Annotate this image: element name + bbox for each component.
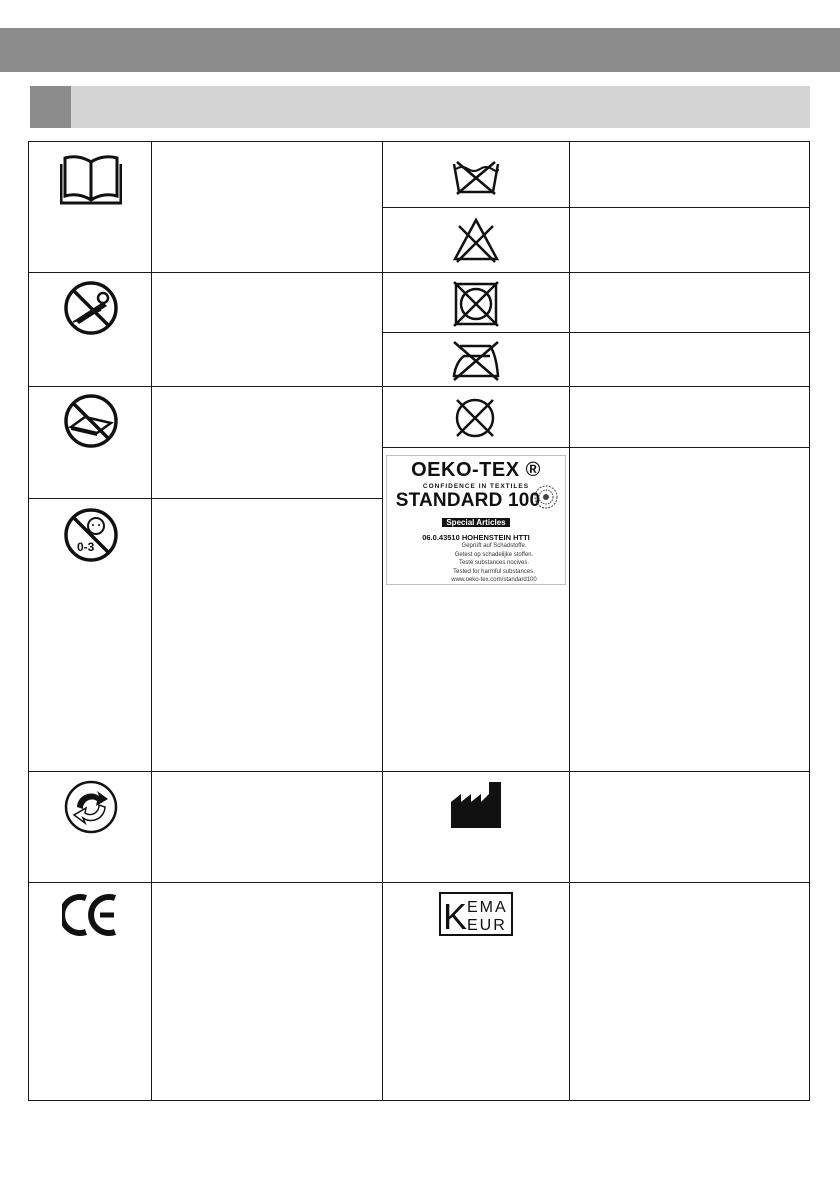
ce-mark-icon [62, 892, 120, 938]
section-number-box [30, 86, 71, 128]
oeko-line-en: Tested for harmful substances. [453, 568, 535, 575]
row-divider [382, 332, 810, 333]
oeko-standard: STANDARD 100 [395, 490, 541, 511]
not-for-age-0-3-icon [63, 507, 119, 563]
column-divider [569, 141, 570, 1101]
row-divider [382, 447, 810, 448]
oeko-tagline: CONFIDENCE IN TEXTILES [422, 483, 530, 490]
kema-k-letter: K [443, 896, 468, 936]
do-not-fold-icon [63, 393, 119, 449]
kema-bottom-text: EUR [467, 917, 507, 934]
oeko-code: 06.0.43510 HOHENSTEIN HTTI [422, 533, 530, 542]
header-bar [0, 28, 840, 72]
row-divider [28, 882, 810, 883]
oeko-brand: OEKO-TEX ® [411, 459, 541, 481]
row-divider [28, 272, 810, 273]
oeko-category: Special Articles [442, 518, 509, 527]
do-not-bleach-icon [451, 216, 501, 264]
column-divider [382, 141, 383, 1101]
do-not-tumble-dry-icon [452, 280, 500, 328]
symbol-table [28, 141, 810, 1101]
row-divider [28, 386, 810, 387]
kema-top-text: EMA [467, 899, 508, 916]
row-divider [382, 207, 810, 208]
oeko-line-de: Geprüft auf Schadstoffe. [461, 543, 527, 549]
section-header [30, 86, 810, 128]
manufacturer-icon [449, 780, 503, 830]
flower-icon [533, 484, 559, 515]
oeko-url: www.oeko-tex.com/standard100 [451, 577, 537, 584]
row-divider [28, 498, 382, 499]
oeko-line-fr: Testé substances nocives. [458, 560, 530, 567]
do-not-wash-icon [451, 158, 501, 196]
column-divider [151, 141, 152, 1101]
do-not-iron-icon [450, 340, 502, 382]
green-dot-recycling-icon [63, 779, 119, 835]
oeko-line-nl: Getest op schadelijke stoffen. [454, 551, 534, 558]
read-manual-icon [60, 152, 122, 206]
kema-keur-icon [439, 892, 513, 936]
age-label: 0-3 [77, 540, 95, 554]
oeko-tex-label [386, 455, 566, 585]
row-divider [28, 771, 810, 772]
no-pins-icon [63, 280, 119, 336]
do-not-dry-clean-icon [451, 394, 499, 442]
